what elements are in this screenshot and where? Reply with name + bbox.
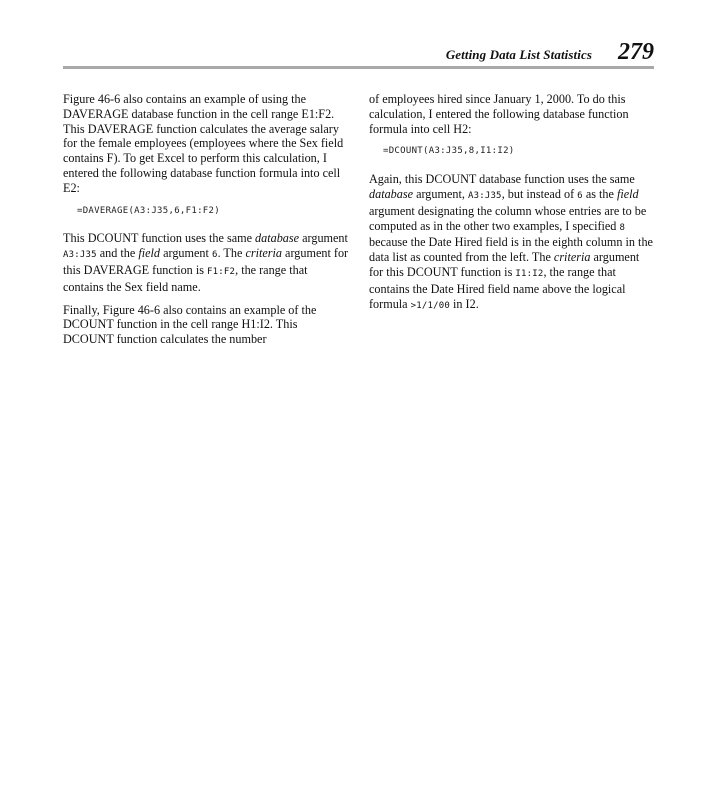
page-number: 279 — [618, 39, 654, 65]
emphasis-term: field — [138, 246, 161, 261]
text: . The — [217, 246, 246, 261]
text: This DCOUNT function uses the same — [63, 231, 256, 246]
code-dcount-formula: =DCOUNT(A3:J35,8,I1:I2) — [383, 146, 515, 157]
inline-code: 6 — [211, 250, 218, 261]
text: in I2. — [449, 296, 479, 311]
emphasis-term: database — [369, 186, 414, 201]
inline-code: >1/1/00 — [410, 300, 450, 311]
inline-code: A3:J35 — [467, 190, 502, 201]
text: argument — [160, 246, 212, 261]
text: , the range that contains the Sex field name. — [63, 262, 308, 294]
paragraph-dcount-explanation — [369, 172, 655, 313]
running-header — [63, 38, 654, 66]
text: Again, this DCOUNT database function uses the same — [369, 172, 635, 187]
inline-code: I1:I2 — [515, 268, 544, 279]
inline-code: A3:J35 — [63, 250, 97, 261]
right-column — [369, 92, 655, 321]
running-header-title: Getting Data List Statistics — [445, 47, 592, 62]
text: , but instead of — [501, 186, 578, 201]
inline-code: 8 — [619, 222, 626, 233]
paragraph-daverage-intro: Figure 46-6 also contains an example of using the DAVERAGE database function in the cell range E1:F2. This DAVERAGE function calculates the average salary for the female employees (employees where the Sex field contains F). To get Excel to perform this calculation, I entered the following database function formula into cell E2: — [63, 92, 344, 195]
emphasis-term: criteria — [553, 250, 591, 265]
text: argument for this DCOUNT function is — [369, 250, 640, 279]
emphasis-term: database — [255, 231, 300, 246]
emphasis-term: criteria — [245, 246, 282, 261]
text: , the range that contains the Date Hired field name above the logical formula — [369, 264, 626, 311]
emphasis-term: field — [616, 186, 639, 201]
left-column — [63, 92, 349, 355]
text: as the — [582, 186, 617, 201]
text: argument for this DAVERAGE function is — [63, 246, 349, 277]
header-rule — [63, 66, 654, 69]
text: argument, — [413, 186, 468, 201]
paragraph-dcount-continued: of employees hired since January 1, 2000. To do this calculation, I entered the following database function formula into cell H2: — [369, 92, 629, 136]
text: and the — [96, 246, 139, 261]
text: argument — [299, 231, 348, 246]
code-daverage-formula: =DAVERAGE(A3:J35,6,F1:F2) — [77, 205, 220, 216]
paragraph-daverage-explanation — [63, 231, 349, 294]
text: argument designating the column whose entries are to be computed as in the other two examples, I specified — [369, 203, 647, 233]
paragraph-dcount-intro: Finally, Figure 46-6 also contains an example of the DCOUNT function in the cell range H1:I2. This DCOUNT function calculates the number — [63, 302, 317, 347]
inline-code: F1:F2 — [207, 266, 236, 277]
text: because the Date Hired field is in the eighth column in the data list as counted from the left. The — [369, 235, 653, 265]
inline-code: 6 — [577, 190, 583, 201]
